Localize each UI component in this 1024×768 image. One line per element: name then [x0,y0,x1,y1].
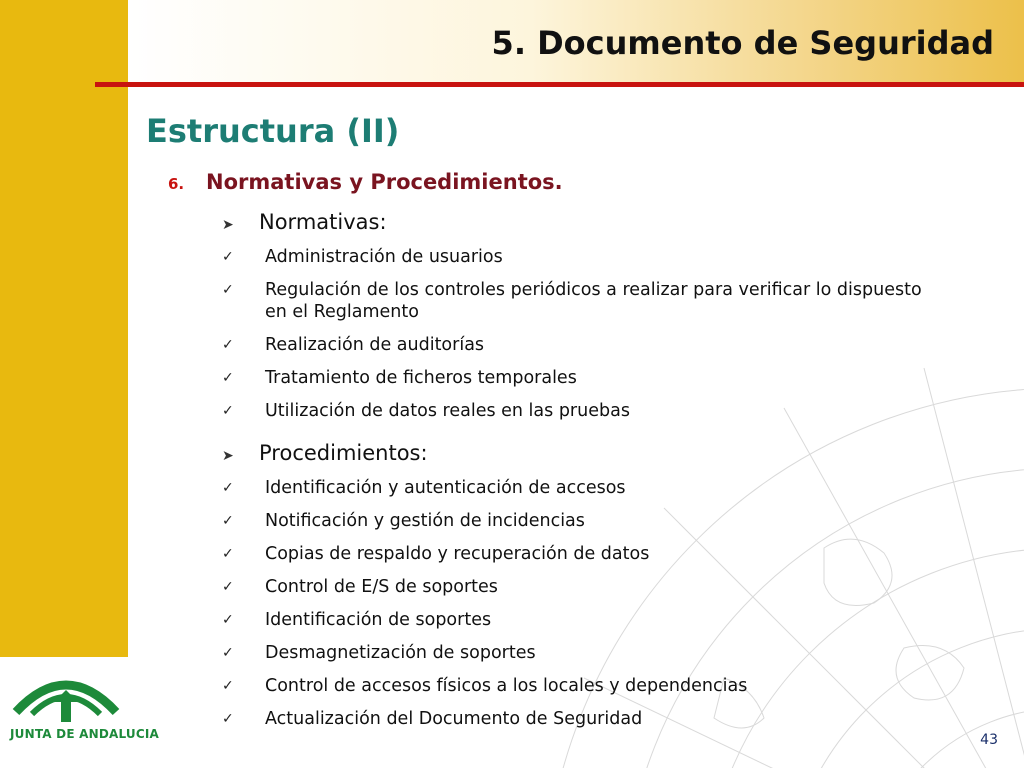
check-icon: ✓ [222,282,234,298]
arrow-bullet-icon: ➤ [222,448,234,464]
procedimientos-list [170,477,925,730]
logo-text: JUNTA DE ANDALUCIA [10,727,160,741]
check-icon: ✓ [222,579,234,595]
check-icon: ✓ [222,513,234,529]
check-icon: ✓ [222,678,234,694]
check-icon: ✓ [222,612,234,628]
check-icon: ✓ [222,546,234,562]
group-label: Procedimientos: [259,441,428,465]
group-normativas [222,210,925,433]
check-icon: ✓ [222,249,234,265]
list-item: ✓ Regulación de los controles periódicos a realizar para verificar lo dispuesto en el Reglamento [170,279,925,323]
check-icon: ✓ [222,645,234,661]
list-item: ✓ Realización de auditorías [170,334,925,356]
page-number: 43 [980,732,998,748]
group-heading [222,441,925,475]
item-number: 6. [168,175,185,193]
normativas-list [170,246,925,422]
list-item: ✓ Tratamiento de ficheros temporales [170,367,925,389]
list-item: ✓ Desmagnetización de soportes [170,642,925,664]
check-icon: ✓ [222,480,234,496]
numbered-item [168,170,563,194]
list-item: ✓ Copias de respaldo y recuperación de datos [170,543,925,565]
list-item: ✓ Identificación de soportes [170,609,925,631]
check-icon: ✓ [222,370,234,386]
list-item: ✓ Utilización de datos reales en las pruebas [170,400,925,422]
header-divider [95,82,1024,87]
list-item: ✓ Control de E/S de soportes [170,576,925,598]
check-icon: ✓ [222,403,234,419]
list-item: ✓ Notificación y gestión de incidencias [170,510,925,532]
list-item: ✓ Administración de usuarios [170,246,925,268]
arrow-bullet-icon: ➤ [222,217,234,233]
group-procedimientos [222,441,925,741]
slide-title: 5. Documento de Seguridad [491,24,994,62]
list-item: ✓ Actualización del Documento de Seguridad [170,708,925,730]
group-label: Normativas: [259,210,387,234]
left-accent-bar [0,0,128,657]
section-heading: Estructura (II) [146,112,400,150]
group-heading [222,210,925,244]
item-label: Normativas y Procedimientos. [206,170,563,194]
list-item: ✓ Identificación y autenticación de accesos [170,477,925,499]
check-icon: ✓ [222,711,234,727]
check-icon: ✓ [222,337,234,353]
list-item: ✓ Control de accesos físicos a los locales y dependencias [170,675,925,697]
